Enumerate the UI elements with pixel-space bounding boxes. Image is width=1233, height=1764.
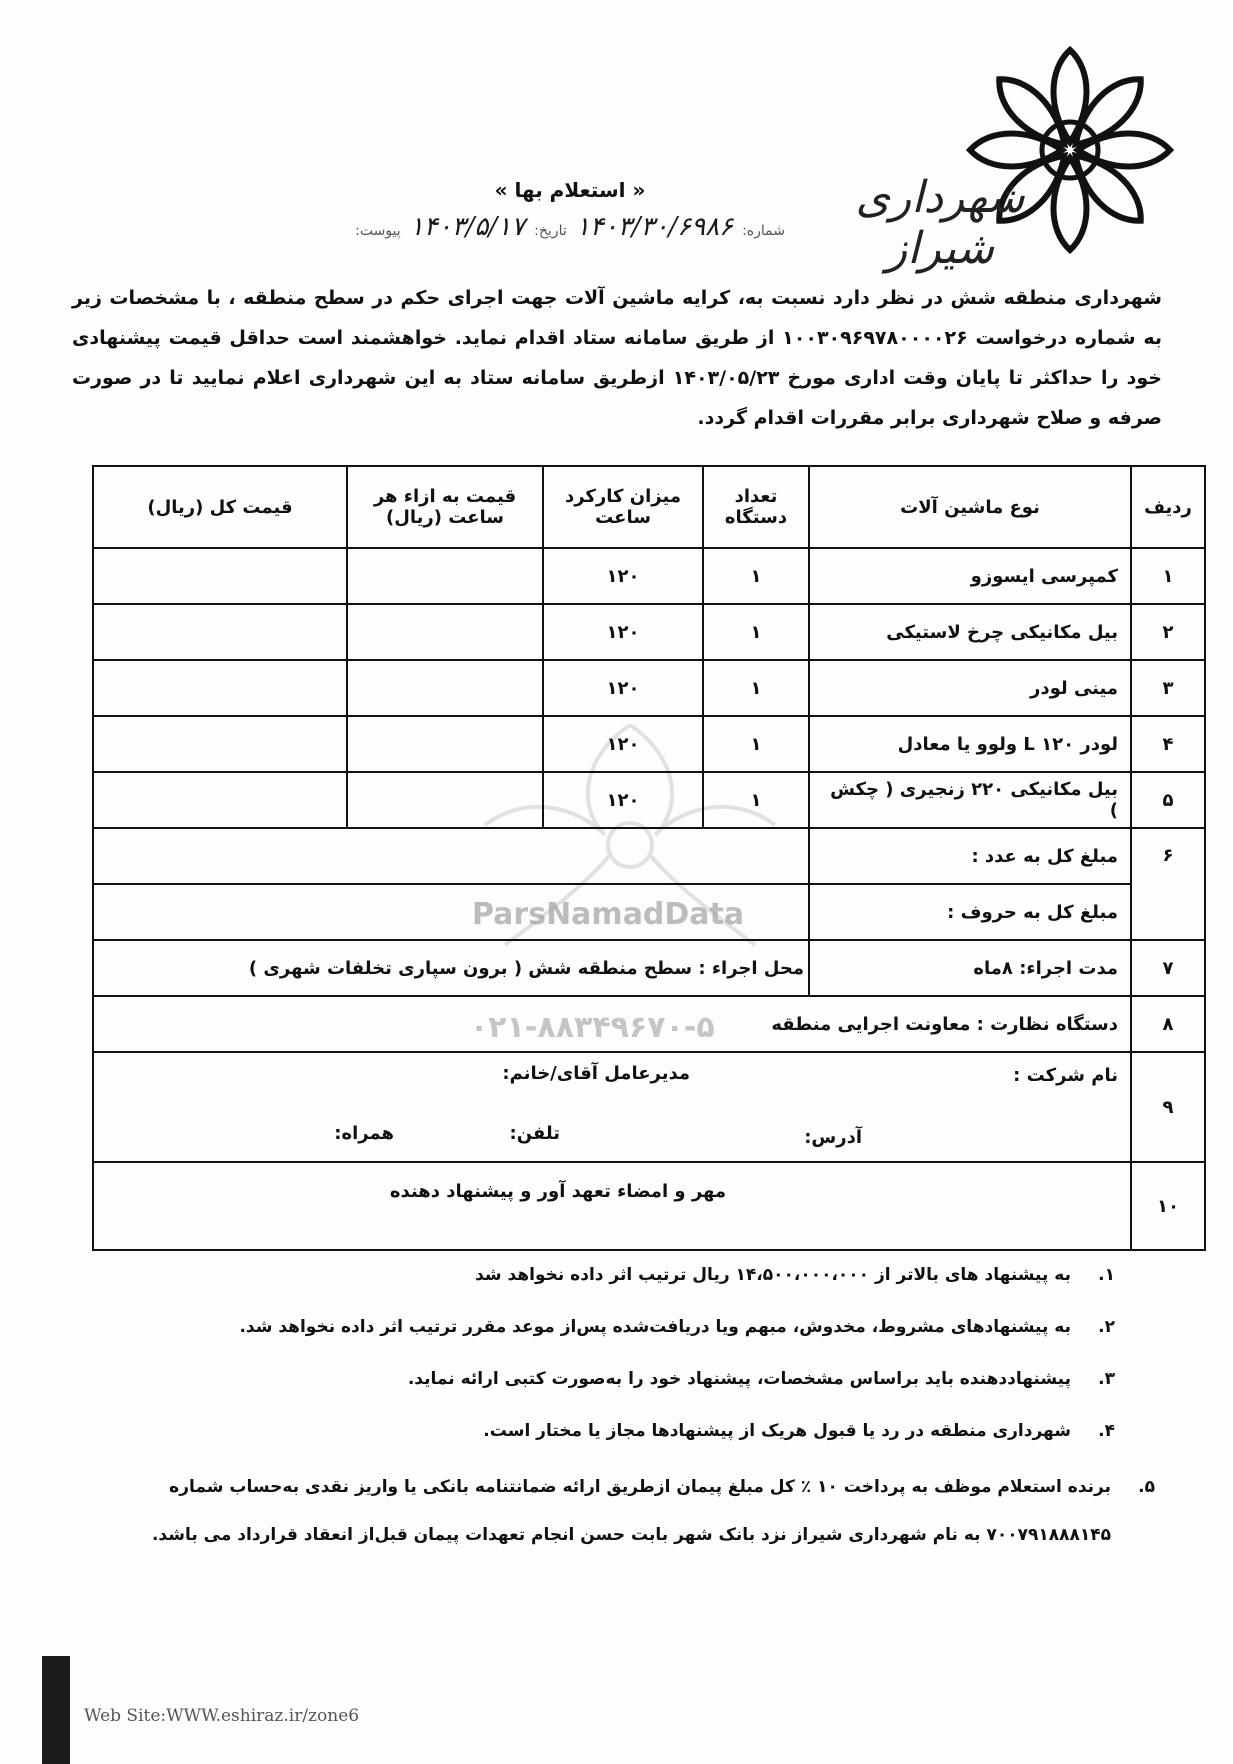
sum-number-label: مبلغ کل به عدد : [809, 828, 1131, 884]
number-label: شماره: [742, 223, 785, 239]
note-text: پیشنهاددهنده باید براساس مشخصات، پیشنهاد خود را به‌صورت کتبی ارائه نماید. [407, 1369, 1071, 1389]
company-row [93, 1052, 1205, 1162]
header-hours: میزان کارکرد ساعت [543, 466, 703, 548]
work-hours: ۱۲۰ [543, 772, 703, 828]
list-item [170, 1262, 1115, 1288]
unit-price-cell[interactable] [347, 548, 543, 604]
list-item [170, 1418, 1115, 1444]
table-header-row [93, 466, 1205, 548]
sum-words-label: مبلغ کل به حروف : [809, 884, 1131, 940]
work-hours: ۱۲۰ [543, 716, 703, 772]
execution-duration: مدت اجراء: ۸ماه [809, 940, 1131, 996]
total-price-cell[interactable] [93, 772, 347, 828]
unit-price-cell[interactable] [347, 604, 543, 660]
execution-row [93, 940, 1205, 996]
note-number: ۱. [1098, 1265, 1115, 1285]
sum-words-field[interactable] [93, 884, 809, 940]
intro-paragraph: شهرداری منطقه شش در نظر دارد نسبت به، کرایه ماشین آلات جهت اجرای حکم در سطح منطقه ، با مشخصات زیر به شماره درخواست ۱۰۰۳۰۹۶۹۷۸۰۰۰۰۲۶ از طریق سامانه ستاد اقدام نماید. خواهشمند است حداقل قیمت پیشنهادی خود را حداکثر تا پایان وقت اداری مورخ ۱۴۰۳/۰۵/۲۳ ازطریق سامانه ستاد به این شهرداری اعلام نمایید تا در صورت صرفه و صلاح شهرداری برابر مقررات اقدام گردد. [72, 287, 1162, 429]
ceo-label: مدیرعامل آقای/خانم: [502, 1063, 690, 1084]
table-row [93, 716, 1205, 772]
machine-count: ۱ [703, 772, 809, 828]
letter-number: ۱۴۰۳/۳۰/۶۹۸۶ [575, 212, 733, 242]
note-number: ۲. [1098, 1317, 1115, 1337]
row-number: ۱ [1131, 548, 1205, 604]
note-text: برنده استعلام موظف به پرداخت ۱۰ ٪ کل مبلغ پیمان ازطریق ارائه ضمانتنامه بانکی یا واریز نقدی به‌حساب شماره ۷۰۰۷۹۱۸۸۸۱۴۵ به نام شهرداری شیراز نزد بانک شهر بابت حسن انجام تعهدات پیمان قبل‌از انعقاد قرارداد می باشد. [151, 1477, 1111, 1545]
machine-type: لودر ۱۲۰ L ولوو یا معادل [809, 716, 1131, 772]
row-number: ۸ [1131, 996, 1205, 1052]
phone-label: تلفن: [509, 1123, 560, 1144]
note-number: ۳. [1098, 1369, 1115, 1389]
list-item [170, 1314, 1115, 1340]
seal-row [93, 1162, 1205, 1250]
row-number: ۵ [1131, 772, 1205, 828]
work-hours: ۱۲۰ [543, 604, 703, 660]
seal-signature-label: مهر و امضاء تعهد آور و پیشنهاد دهنده [389, 1181, 727, 1202]
note-number: ۵. [1138, 1477, 1155, 1497]
machine-count: ۱ [703, 660, 809, 716]
sum-number-field[interactable] [93, 828, 809, 884]
row-number: ۷ [1131, 940, 1205, 996]
total-price-cell[interactable] [93, 548, 347, 604]
work-hours: ۱۲۰ [543, 548, 703, 604]
sum-words-row [93, 884, 1205, 940]
note-number: ۴. [1098, 1421, 1115, 1441]
document-meta [255, 212, 785, 242]
row-number: ۱۰ [1131, 1162, 1205, 1250]
execution-location: محل اجراء : سطح منطقه شش ( برون سپاری تخلفات شهری ) [93, 940, 809, 996]
header-count: تعداد دستگاه [703, 466, 809, 548]
machine-type: کمپرسی ایسوزو [809, 548, 1131, 604]
note-text: به پیشنهاد های بالاتر از ۱۴،۵۰۰،۰۰۰،۰۰۰ ریال ترتیب اثر داده نخواهد شد [475, 1265, 1071, 1285]
company-name-label: نام شرکت : [1013, 1065, 1118, 1086]
unit-price-cell[interactable] [347, 660, 543, 716]
mobile-label: همراه: [334, 1123, 394, 1144]
machine-count: ۱ [703, 604, 809, 660]
machine-type: مینی لودر [809, 660, 1131, 716]
machine-count: ۱ [703, 716, 809, 772]
machine-count: ۱ [703, 548, 809, 604]
table-row [93, 548, 1205, 604]
note-text: شهرداری منطقه در رد یا قبول هریک از پیشنهادها مجاز یا مختار است. [483, 1421, 1071, 1441]
footer-bar [42, 1656, 70, 1764]
header-row-number: ردیف [1131, 466, 1205, 548]
price-inquiry-table [92, 465, 1206, 1251]
attachment-label: پیوست: [355, 223, 401, 239]
supervision-row [93, 996, 1205, 1052]
row-number: ۹ [1131, 1052, 1205, 1162]
total-price-cell[interactable] [93, 716, 347, 772]
letter-date: ۱۴۰۳/۵/۱۷ [409, 212, 526, 242]
footer-website: Web Site:WWW.eshiraz.ir/zone6 [84, 1706, 360, 1726]
logo-text: شهرداری شیراز [855, 172, 1025, 274]
work-hours: ۱۲۰ [543, 660, 703, 716]
list-item [170, 1366, 1115, 1392]
total-price-cell[interactable] [93, 660, 347, 716]
list-item [126, 1463, 1155, 1559]
row-number: ۳ [1131, 660, 1205, 716]
document-title: « استعلام بها » [494, 178, 646, 202]
date-label: تاریخ: [534, 223, 567, 239]
sum-number-row [93, 828, 1205, 884]
header-machine-type: نوع ماشین آلات [809, 466, 1131, 548]
company-info-cell[interactable] [93, 1052, 1131, 1162]
seal-signature-cell[interactable] [93, 1162, 1131, 1250]
note-text: به پیشنهادهای مشروط، مخدوش، مبهم ویا دریافت‌شده پس‌از موعد مقرر ترتیب اثر داده نخواهد شد. [239, 1317, 1071, 1337]
watermark-phone: ۰۲۱-۸۸۳۴۹۶۷۰-۵ [470, 1010, 715, 1045]
table-row [93, 604, 1205, 660]
unit-price-cell[interactable] [347, 772, 543, 828]
header-unit-price: قیمت به ازاء هر ساعت (ریال) [347, 466, 543, 548]
row-number: ۲ [1131, 604, 1205, 660]
machine-type: بیل مکانیکی چرخ لاستیکی [809, 604, 1131, 660]
row-number: ۴ [1131, 716, 1205, 772]
supervision-unit: دستگاه نظارت : معاونت اجرایی منطقه [93, 996, 1131, 1052]
address-label: آدرس: [804, 1127, 862, 1148]
table-row [93, 660, 1205, 716]
notes-list [151, 1262, 1155, 1578]
watermark-brand: ParsNamadData [472, 897, 745, 932]
table-row [93, 772, 1205, 828]
machine-type: بیل مکانیکی ۲۲۰ زنجیری ( چکش ) [809, 772, 1131, 828]
unit-price-cell[interactable] [347, 716, 543, 772]
total-price-cell[interactable] [93, 604, 347, 660]
header-total-price: قیمت کل (ریال) [93, 466, 347, 548]
row-number: ۶ [1131, 828, 1205, 940]
